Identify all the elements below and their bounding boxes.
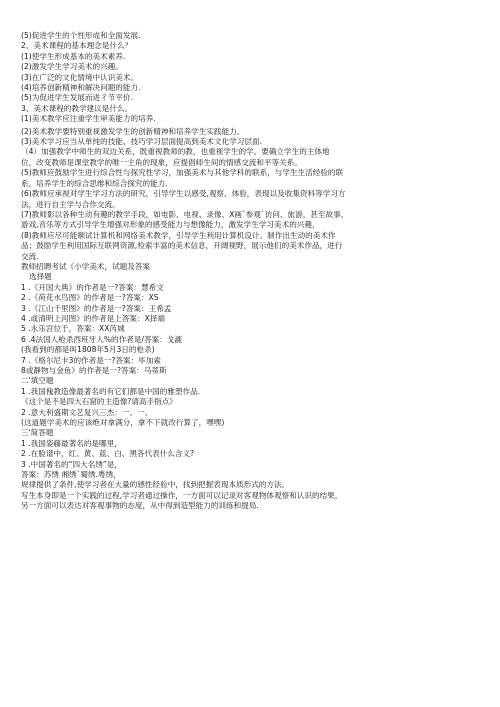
text-line: 答案：苏绣 湘绣`蜀绣.粤绣， (21, 470, 121, 480)
document-page (21, 31, 483, 512)
text-line: 2、美术课程的基本理念是什么？ (21, 41, 133, 51)
text-line: (3)美术学习应当从单纯的技能、技巧学习层面提高到美术文化学习层面. (21, 137, 262, 147)
question-item: 8或静物与金鱼》的作者是一?答案：马蒂斯 (21, 366, 167, 375)
question-item: 6 .4法国人枪杀西班牙人%的作者是/答案：戈漉 (21, 334, 182, 344)
text-line: 系，培养学生的综合思维和综合探究的能力. (21, 178, 168, 188)
question-item: 4 .或清明上河图》的作者是上答案：X择端 (21, 313, 165, 323)
section-subheading: 二'填空题 (21, 376, 54, 386)
text-line: (1)使学生形成基本的美术素养. (21, 51, 126, 61)
text-line: (5)为促进学生发展而进彳节平价. (21, 93, 133, 103)
question-item: 3 .《江山千里图》的作者是一?答案：王希孟 (21, 303, 172, 313)
text-line: (3)在广泛的文化情境中认识美术。 (21, 72, 139, 82)
question-item: 2 .意大利盛期文艺复兴三杰：一、一、 (21, 407, 153, 417)
text-line: (1)美术教学应注重学生审美能力的培养. (21, 114, 156, 124)
question-item: 2 .在脸谱中，红、黄、蓝、白、黑各代表什么含义? (21, 449, 195, 459)
question-item: 1 .《开国大典》的作者是一?答案：慧希文 (21, 282, 164, 292)
question-item: 7 .《格尔尼卡3的作者是一?答案：毕加索 (21, 355, 162, 365)
text-line: (5)教师应鼓励学生进行综合性与探究性学习，加强美术与其他学科的联系，与学生生活经验的联 (21, 168, 344, 178)
question-item: 5 .永乐宫位于，答案：XX芮城 (21, 324, 125, 334)
text-line: 另一方面可以表达对客观事物的态度，从中得到造型能力的训练和提局. (21, 501, 259, 511)
question-item: 3 .中国著名的“四大名绣”是， (21, 459, 123, 469)
text-line: (6)教师应承视对学生学习方法的研究，引导学生以感受,观察、体验，表现以及收集资料等学习方 (21, 189, 346, 199)
text-line: (7)教师影以各种生动有趣的教学手段，如电影、电视、录像、X画`参观`访问、旅游，甚至故事、 (21, 209, 349, 219)
text-line: (4)培养创新精神和解决问题的能力. (21, 83, 141, 93)
text-line: 法，进行自主学与合作交流。 (21, 199, 120, 209)
text-line: 游戏,音乐等方式引导学生增强对形象的感受能力与想像能力，激发学生学习美术的兴趣， (21, 220, 320, 230)
question-item: 1 .我国傀教造像最著名的有它们都是中国的雅塑作品. (21, 386, 201, 396)
text-line: 3、美术课程的教学建议是什么。 (21, 103, 133, 113)
text-line: 品；鼓励学生利用国际互联网资源,检索丰富的美术信息，开阔视野，展示他们的美术作品，进行 (21, 241, 343, 251)
text-line: 交流. (21, 251, 39, 261)
text-line: (5)促进学生的个性形成和全面发展. (21, 31, 141, 40)
text-line: （4）加强教学中师生的双边关系，既重视教师的教，也重视学生的学。要确立学生的主体地 (21, 147, 330, 157)
text-line: 位，改变教师是课堂教学的唯一主角的现象，应提倡师生间的情感交流和平等关系。 (21, 157, 302, 167)
section-subheading: 选择题 (29, 272, 52, 282)
text-line: (我看到的都是叫1808年5月3日的枪杀) (21, 345, 155, 355)
text-line: (这道题学美术的应该绝对拿满分，拿不下就改行算了，嘿嘿) (21, 418, 225, 428)
text-line: (8)教师应尽可能顺试计算机和网络美术教学，引导学生利用计算机设计、制作出生动的美术作 (21, 230, 336, 240)
text-line: (2)激发学生学习美术的兴趣。 (21, 62, 123, 72)
question-item: 2 .《荷花水鸟图》的作者是一?答案：XS (21, 293, 159, 303)
section-subheading: 三'简答题 (21, 428, 54, 438)
section-heading: 教师招聘考试《小学美术，试题及答案 (21, 261, 151, 271)
text-line: 写生本身即是一个实践的过程,学习者通过操作，一方面可以记录对客观物体观察和认识的结果， (21, 490, 343, 500)
question-item: 1 .我国姿藤最著名的是哪里， (21, 438, 122, 448)
text-line: 规律提供了条件,使学习者在大量的感性经验中，找到把握表现本质形式的方法。 (21, 480, 290, 490)
text-line: (2)美术教学要特别重视激发学生的创新精神和培养学生实践能力。 (21, 126, 245, 136)
text-line: 《这个是不是四大石窟的主造像?请高手指点》 (21, 397, 177, 407)
